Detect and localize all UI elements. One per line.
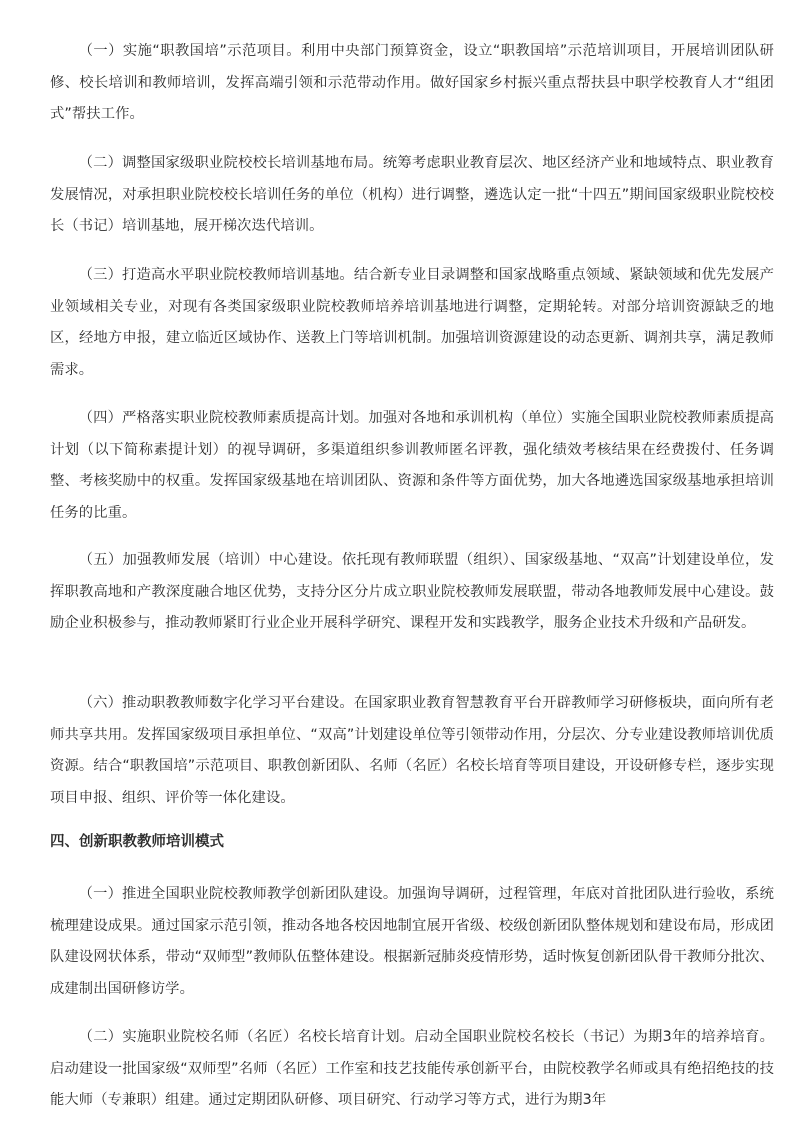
paragraph-7: （一）推进全国职业院校教师教学创新团队建设。加强询导调研，过程管理，年底对首批团队进行验收，系统梳理建设成果。通过国家示范引领，推动各地各校因地制宜展开省级、校级创新团队整体规划和建设布局，形成团队建设网状体系，带动“双师型”教师队伍整体建设。根据新冠肺炎疫情形势，适时恢复创新团队骨干教师分批次、成建制出国研修访学。 — [50, 886, 774, 997]
paragraph-6: （六）推动职教教师数字化学习平台建设。在国家职业教育智慧教育平台开辟教师学习研修板块，面向所有老师共享共用。发挥国家级项目承担单位、“双高”计划建设单位等引领带动作用，分层次、分专业建设教师培训优质资源。结合“职教国培”示范项目、职教创新团队、名师（名匠）名校长培育等项目建设，开设研修专栏，逐步实现项目申报、组织、评价等一体化建设。 — [50, 695, 774, 806]
section-heading: 四、创新职教教师培训模式 — [50, 834, 224, 850]
paragraph-8: （二）实施职业院校名师（名匠）名校长培育计划。启动全国职业院校名校长（书记）为期3年的培养培育。启动建设一批国家级“双师型”名师（名匠）工作室和技艺技能传承创新平台，由院校教学名师或具有绝招绝技的技能大师（专兼职）组建。通过定期团队研修、项目研究、行动学习等方式，进行为期3年 — [50, 1029, 774, 1108]
paragraph-2: （二）调整国家级职业院校校长培训基地布局。统筹考虑职业教育层次、地区经济产业和地域特点、职业教育发展情况，对承担职业院校校长培训任务的单位（机构）进行调整，遴选认定一批“十四五”期间国家级职业院校校长（书记）培训基地，展开梯次迭代培训。 — [50, 155, 774, 234]
paragraph-5: （五）加强教师发展（培训）中心建设。依托现有教师联盟（组织）、国家级基地、“双高”计划建设单位，发挥职教高地和产教深度融合地区优势，支持分区分片成立职业院校教师发展联盟，带动各地教师发展中心建设。鼓励企业积极参与，推动教师紧盯行业企业开展科学研究、课程开发和实践教学，服务企业技术升级和产品研发。 — [50, 552, 774, 631]
paragraph-4: （四）严格落实职业院校教师素质提高计划。加强对各地和承训机构（单位）实施全国职业院校教师素质提高计划（以下简称素提计划）的视导调研，多渠道组织参训教师匿名评教，强化绩效考核结果在经费拨付、任务调整、考核奖励中的权重。发挥国家级基地在培训团队、资源和条件等方面优势，加大各地遴选国家级基地承担培训任务的比重。 — [50, 410, 774, 521]
paragraph-3: （三）打造高水平职业院校教师培训基地。结合新专业目录调整和国家战略重点领域、紧缺领域和优先发展产业领域相关专业，对现有各类国家级职业院校教师培养培训基地进行调整，定期轮转。对部分培训资源缺乏的地区，经地方申报，建立临近区域协作、送教上门等培训机制。加强培训资源建设的动态更新、调剂共享，满足教师需求。 — [50, 267, 774, 378]
paragraph-1: （一）实施“职教国培”示范项目。利用中央部门预算资金，设立“职教国培”示范培训项目，开展培训团队研修、校长培训和教师培训，发挥高端引领和示范带动作用。做好国家乡村振兴重点帮扶县中职学校教育人才“组团式”帮扶工作。 — [50, 43, 774, 122]
